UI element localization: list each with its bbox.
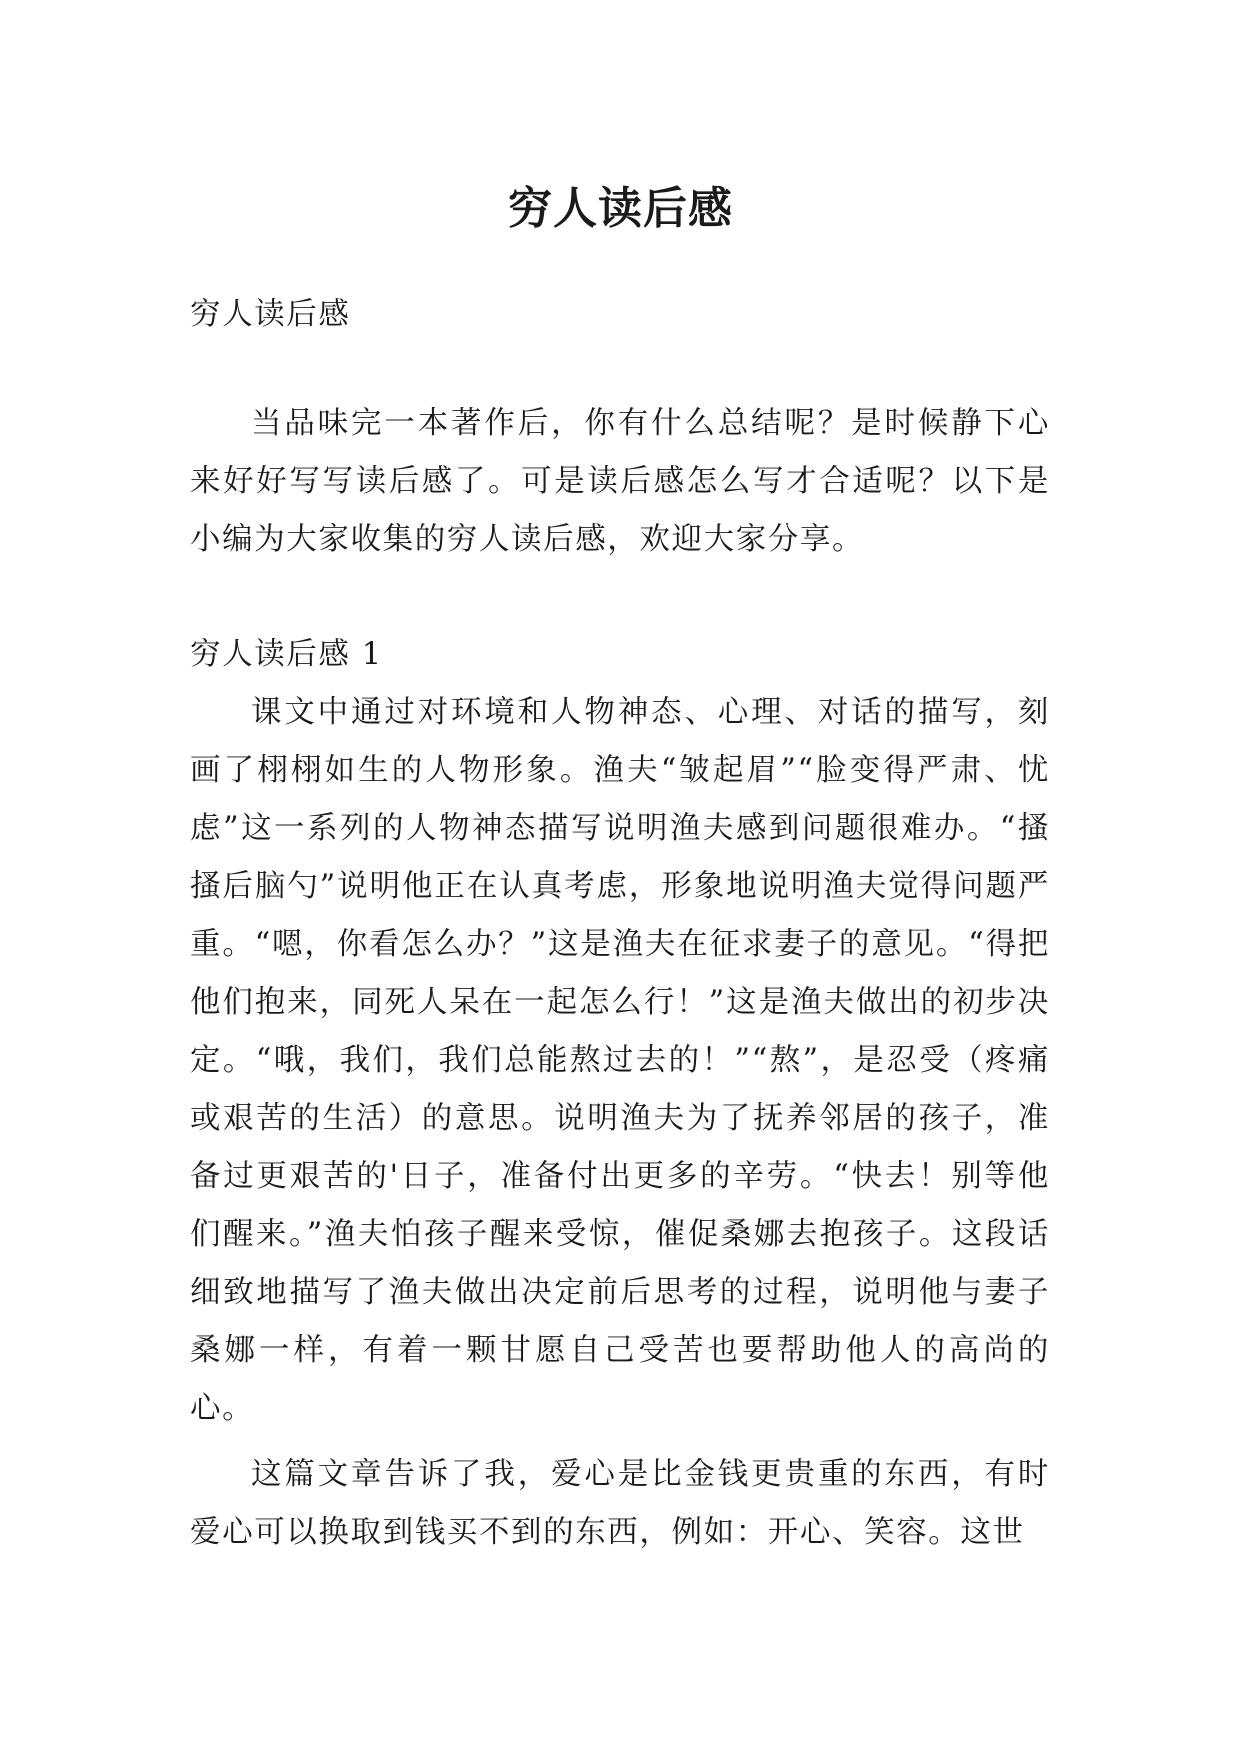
document-subtitle: 穷人读后感 — [190, 297, 351, 332]
body-paragraph: 课文中通过对环境和人物神态、心理、对话的描写，刻画了栩栩如生的人物形象。渔夫“皱起眉”“脸变得严肃、忧虑”这一系列的人物神态描写说明渔夫感到问题很难办。“搔搔后脑勺”说明他正在认真考虑，形象地说明渔夫觉得问题严重。“嗯，你看怎么办？”这是渔夫在征求妻子的意见。“得把他们抱来，同死人呆在一起怎么行！”这是渔夫做出的初步决定。“哦，我们，我们总能熬过去的！”“熬”，是忍受（疼痛或艰苦的生活）的意思。说明渔夫为了抚养邻居的孩子，准备过更艰苦的'日子，准备付出更多的辛劳。“快去！别等他们醒来。”渔夫怕孩子醒来受惊，催促桑娜去抱孩子。这段话细致地描写了渔夫做出决定前后思考的过程，说明他与妻子桑娜一样，有着一颗甘愿自己受苦也要帮助他人的高尚的心。 — [190, 695, 1050, 1426]
body-paragraph: 这篇文章告诉了我，爱心是比金钱更贵重的东西，有时爱心可以换取到钱买不到的东西，例如：开心、笑容。这世 — [190, 1457, 1050, 1550]
section-heading: 穷人读后感 1 — [190, 637, 383, 672]
intro-paragraph: 当品味完一本著作后，你有什么总结呢？是时候静下心来好好写写读后感了。可是读后感怎么写才合适呢？以下是小编为大家收集的穷人读后感，欢迎大家分享。 — [190, 406, 1050, 557]
document-body — [190, 286, 1050, 1562]
document-title: 穷人读后感 — [508, 183, 733, 235]
